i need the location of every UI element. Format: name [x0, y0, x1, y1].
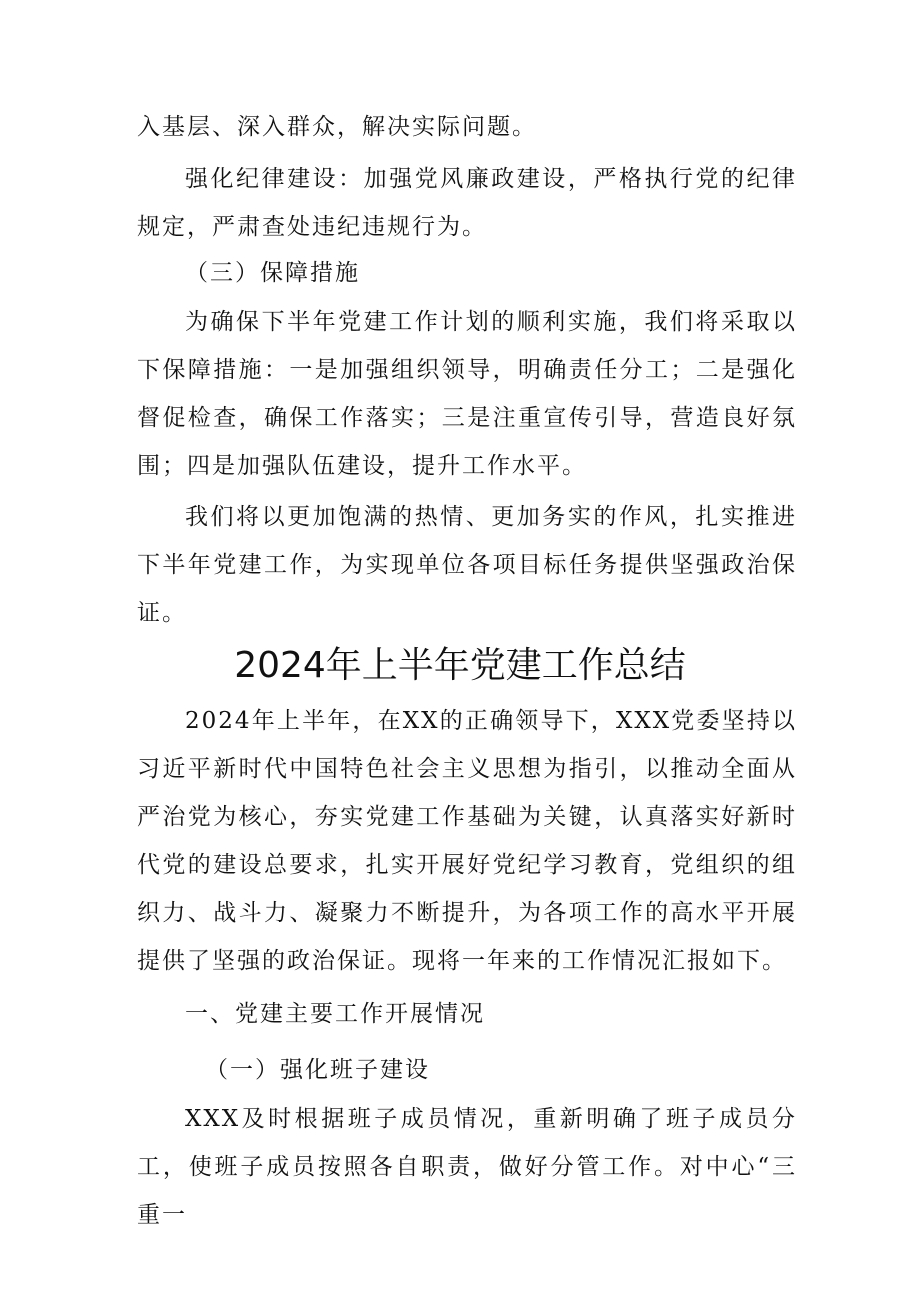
paragraph-continuation: 入基层、深入群众，解决实际问题。 — [137, 114, 537, 140]
subsection-heading-team: （一）强化班子建设 — [205, 1057, 430, 1083]
document-title: 2024年上半年党建工作总结 — [234, 645, 686, 686]
section-heading-safeguards: （三）保障措施 — [185, 260, 360, 286]
paragraph-team: XXX及时根据班子成员情况，重新明确了班子成员分工，使班子成员按照各自职责，做好分管工作。对中心“三重一 — [137, 1106, 797, 1228]
section-heading-main: 一、党建主要工作开展情况 — [185, 1001, 485, 1027]
paragraph-closing: 我们将以更加饱满的热情、更加务实的作风，扎实推进下半年党建工作，为实现单位各项目标任务提供坚强政治保证。 — [137, 504, 797, 626]
paragraph-safeguards: 为确保下半年党建工作计划的顺利实施，我们将采取以下保障措施：一是加强组织领导，明确责任分工；二是强化督促检查，确保工作落实；三是注重宣传引导，营造良好氛围；四是加强队伍建设，提升工作水平。 — [137, 309, 797, 479]
paragraph-discipline: 强化纪律建设：加强党风廉政建设，严格执行党的纪律规定，严肃查处违纪违规行为。 — [137, 166, 797, 240]
paragraph-intro: 2024年上半年，在XX的正确领导下，XXX党委坚持以习近平新时代中国特色社会主义思想为指引，以推动全面从严治党为核心，夯实党建工作基础为关键，认真落实好新时代党的建设总要求，扎实开展好党纪学习教育，党组织的组织力、战斗力、凝聚力不断提升，为各项工作的高水平开展提供了坚强的政治保证。现将一年来的工作情况汇报如下。 — [137, 708, 797, 974]
